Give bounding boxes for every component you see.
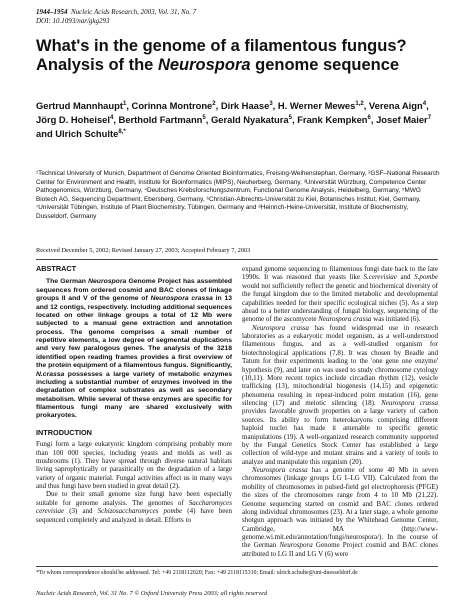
- author-name: Josef Maier: [376, 114, 428, 125]
- text-run: and: [400, 273, 411, 282]
- author-list: [36, 99, 446, 141]
- author-name: Gerald Nyakatura: [210, 114, 289, 125]
- text-run: provides favorable growth properties on a large variety of carbon sources. Its ability to form heterokaryons comprising different haploid nuclei has made it amenable to specific genetic manipulations (19). A well-organized research community supported by the Fungal Genetics Stock Center has established a large collection of wild-type and mutant strains and a variety of tools to analyze and manipulate this organism (20).: [242, 407, 438, 466]
- author-name: and Ulrich Schulte: [36, 128, 119, 139]
- abstract-run: Genome Project has assembled sequences from ordered cosmid and BAC clones of linkage groups II and V of the genome of: [36, 278, 233, 303]
- abstract-italic: Neurospora: [88, 278, 127, 286]
- abstract-heading: ABSTRACT: [36, 264, 77, 273]
- species-name: Saccharomyces cerevisiae: [36, 498, 232, 516]
- affiliation-mark: 4: [109, 114, 114, 121]
- journal-header: [36, 8, 196, 26]
- journal-citation: Nucleic Acids Research, 2003, Vol. 31, No. 7: [71, 8, 197, 16]
- text-run: (3) and: [69, 507, 93, 516]
- doi: DOI: 10.1093/nar/gkg293: [36, 17, 110, 25]
- intro-paragraph-1: Fungi form a large eukaryotic kingdom comprising probably more than 100 000 species, including yeasts and molds as well as mushrooms (1). They have spread through diverse natural habitats living saprophytically or parasitically on the degradation of a large variety of organic material. Fungal activities affect us in many ways and thus fungi have been studied in great detail (2).: [36, 440, 232, 490]
- species-name: Schizosaccharomyces pombe: [97, 507, 183, 516]
- received-dates: Received December 5, 2002; Revised January 27, 2003; Accepted February 7, 2003: [36, 247, 251, 254]
- abstract-run: in 13 and 12 contigs, respectively. Including additional sequences located on other linkage groups a total of 12 Mb were subjected to a manual gene extraction and annotation process. The genome comprises a small number of repetitive elements, a low degree of segmental duplications and very few paralogous genes. The analysis of the 3218 identified open reading frames provides a first overview of the protein equipment of a filamentous fungus. Significantly,: [36, 295, 232, 370]
- author-name: Frank Kempken: [297, 114, 368, 125]
- abstract-italic: N.crassa: [36, 370, 65, 378]
- affiliation-mark: 3: [269, 100, 273, 107]
- right-column: [242, 265, 438, 558]
- author-name: Berthold Fartmann: [118, 114, 203, 125]
- affiliation-mark: 4: [422, 100, 427, 107]
- article-title: [36, 37, 446, 75]
- affiliation-mark: 5: [288, 114, 292, 121]
- intro-paragraph-2: [36, 490, 232, 524]
- affiliation-mark: 2: [212, 100, 216, 107]
- text-run: Genome Project cosmid and BAC clones attributed to LG II and LG V (6) were: [242, 541, 439, 558]
- abstract-text: [36, 278, 232, 420]
- text-run: Due to their small genome size fungi have been especially suitable for genome analysis. The genomes of: [36, 490, 232, 507]
- correspondence-footnote: *To whom correspondence should be addressed. Tel: +49 2118112020; Fax: +49 2118115310; Email: ulrich.schulte@uni-duesseldorf.de: [36, 570, 358, 576]
- abstract-italic: Neurospora crassa: [150, 295, 213, 303]
- author-name: Gertrud Mannhaupt: [36, 100, 123, 111]
- affiliation-text: ¹Technical University of Munich, Department of Genome Oriented Bioinformatics, Freising-Weihenstephan, Germany, ²GSF–National Research Center for Environment and Health, Institute for Bioinformatics (MIPS), Neuherberg, Germany, ³Universität Würzburg, Competence Center Pathogenomics, Würzburg, Germany, ⁴Deutsches Krebsforschungszentrum, Functional Genome Analysis, Heidelberg, Germany, ⁵MWG Biotech AG, Sequencing Department, Ebersberg, Germany, ⁶Christian-Albrechts-Universität zu Kiel, Botanisches Institut, Kiel, Germany, ⁷Universität Tübingen, Institute of Plant Biochemistry, Tübingen, Germany and ⁸Heinrich-Heine-Universität, Institute of Biochemistry, Dusseldorf, Germany: [36, 170, 440, 220]
- divider: [36, 259, 438, 260]
- author-name: Dirk Haase: [220, 100, 270, 111]
- affiliation-mark: 7: [427, 114, 432, 121]
- page-range: 1944–1954: [36, 8, 68, 16]
- species-name: Neurospora crassa: [252, 323, 310, 332]
- text-run: would not sufficiently reflect the genetic and biochemical diversity of the fungal kingdom due to the limited metabolic and developmental capabilities needed for their specific ecological niches (5). As a step ahead to a better understanding of fungal biology, sequencing of the genome of the ascomycete: [242, 281, 438, 324]
- author-name: H. Werner Mewes: [277, 100, 356, 111]
- affiliations: [36, 170, 442, 222]
- title-italic: Neurospora: [157, 56, 251, 74]
- left-column: [36, 265, 232, 524]
- species-name: Neurospora crassa: [318, 315, 372, 324]
- text-run: expand genome sequencing to filamentous fungi date back to the late 1990s. It was reasoned that yeasts like: [242, 265, 438, 282]
- title-text: Analysis of the: [36, 56, 158, 74]
- authors-line-2: Jörg D. Hoheisel$^4$, Berthold Fartmann$^5$, Gerald Nyakatura$^5$, Frank Kempken$^6$, Josef Maier$^7$: [36, 114, 432, 125]
- footnote-divider: [36, 566, 438, 567]
- author-name: Verena Aign: [368, 100, 423, 111]
- abstract-run: The German: [46, 278, 86, 286]
- affiliation-mark: 5: [202, 114, 206, 121]
- authors-line-3: [36, 127, 446, 141]
- affiliation-mark: 8,*: [118, 128, 126, 135]
- text-run: was initiated (6).: [373, 315, 421, 324]
- species-name: Neurospora: [279, 541, 313, 550]
- right-paragraph-3: [242, 466, 438, 558]
- title-line-1: What's in the genome of a filamentous fungus?: [36, 37, 407, 55]
- abstract-run: possesses a large variety of metabolic enzymes including a substantial number of enzymes involved in the degradation of complex substrates as well as secondary metabolism. While several of these enzymes are specific for filamentous fungi many are shared exclusively with prokaryotes.: [36, 370, 232, 420]
- species-name: S.cerevisiae: [363, 273, 397, 282]
- text-run: has a genome of some 40 Mb in seven chromosomes (linkage groups LG I–LG VII). Calculated from the mobility of chromosomes in pulsed-field gel electrophoresis (PFGE) the sizes of the chromosomes range from 4 to 10 Mb (21,22). Genome sequencing started on cosmid and BAC clones ordered along individual chromosomes (23). At a later stage, a whole genome shotgun approach was initiated by the Whitehead Genome Center, Cambridge, MA (http://www-genome.wi.mit.edu/annotation/fungi/neurospora/). In the course of the German: [242, 466, 439, 550]
- species-name: Neurospora crassa: [252, 466, 308, 474]
- affiliation-mark: 6: [367, 114, 371, 121]
- text-run: (4) have been sequenced completely and analyzed in detail. Efforts to: [36, 507, 232, 524]
- species-name: S.pombe: [414, 273, 439, 282]
- right-paragraph-2: [242, 324, 438, 466]
- author-name: Corinna Montrone: [131, 100, 213, 111]
- species-name: Neurospora crassa: [381, 399, 438, 407]
- title-line-2: [36, 56, 446, 75]
- right-paragraph-1: [242, 265, 438, 324]
- text-run: has found widespread use in research laboratories as a eukaryotic model organism, as a well-understood filamentous fungus, and as a well-studied organism for biotechnological applications (7,8). It was chosen by Beadle and Tatum for their experiments leading to the 'one gene one enzyme' hypothesis (9), and later on was used to study chromosome cytology (10,11). More recent topics include circadian rhythm (12), vesicle trafficking (13), mitochondrial biogenesis (14,15) and epigenetic phenomena resulting in repeat-induced point mutation (16), gene silencing (17) and meiotic silencing (18).: [242, 323, 439, 407]
- affiliation-mark: 1: [122, 100, 127, 107]
- page-footer: Nucleic Acids Research, Vol. 31 No. 7 © Oxford University Press 2003; all rights reserved: [36, 590, 268, 597]
- introduction-heading: INTRODUCTION: [36, 427, 92, 437]
- affiliation-mark: 1,2: [355, 100, 364, 107]
- author-name: Jörg D. Hoheisel: [36, 114, 110, 125]
- title-text: genome sequence: [250, 56, 400, 74]
- authors-line-1: Gertrud Mannhaupt$^1$, Corinna Montrone$^2$, Dirk Haase$^3$, H. Werner Mewes$^{1,2}$, Verena Aign$^4$,: [36, 100, 429, 111]
